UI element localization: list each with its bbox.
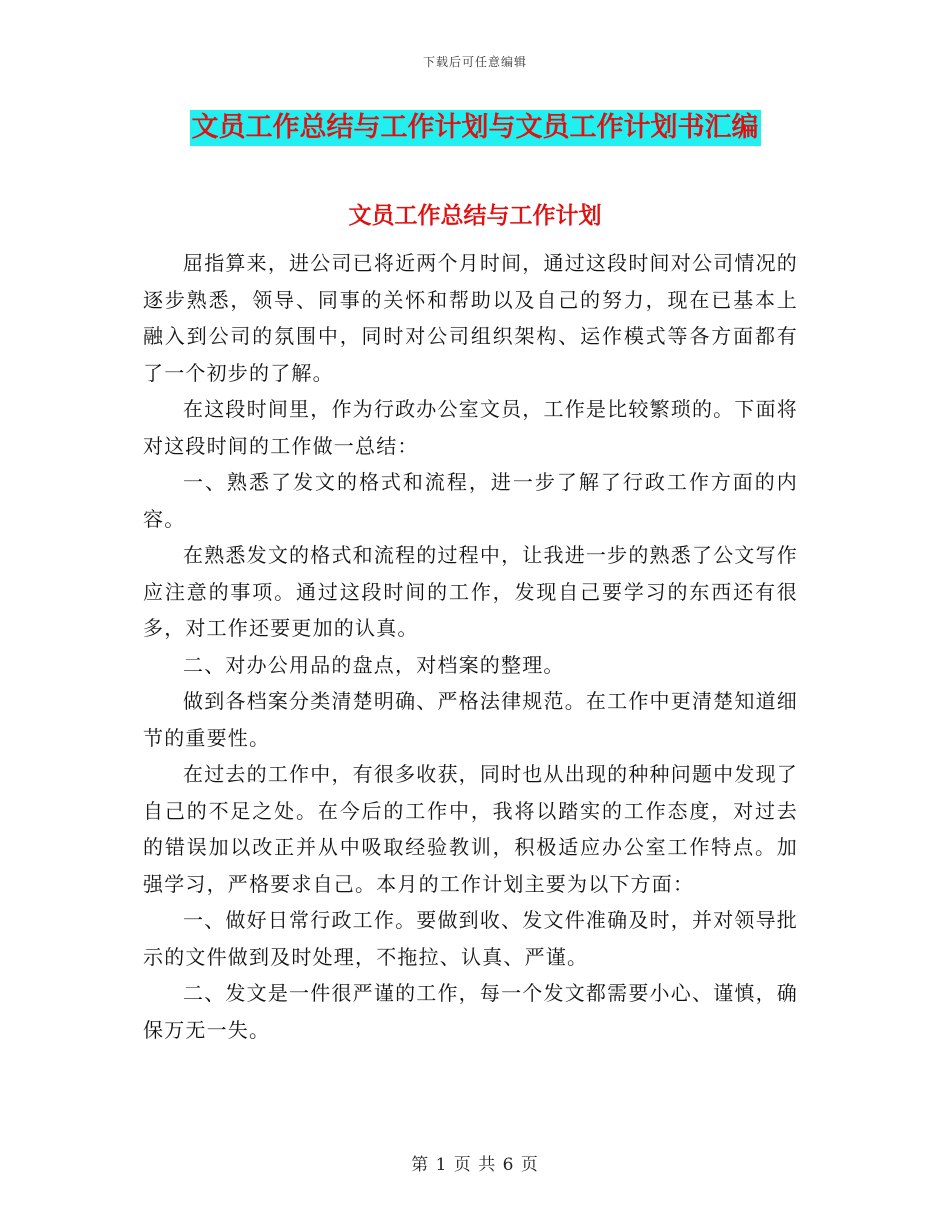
- paragraph: 二、对办公用品的盘点，对档案的整理。: [183, 652, 565, 677]
- section-title: 文员工作总结与工作计划: [348, 202, 602, 229]
- paragraph: 在过去的工作中，有很多收获，同时也从出现的种种问题中发现了自己的不足之处。在今后的工作中，我将以踏实的工作态度，对过去的错误加以改正并从中吸取经验教训，积极适应办公室工作特点。加强学习，严格要求自己。本月的工作计划主要为以下方面：: [143, 762, 798, 896]
- page-footer: 第 1 页 共 6 页: [411, 1155, 539, 1175]
- document-body: [143, 245, 798, 1048]
- paragraph: 一、做好日常行政工作。要做到收、发文件准确及时，并对领导批示的文件做到及时处理，不拖拉、认真、严谨。: [143, 908, 798, 969]
- paragraph: 做到各档案分类清楚明确、严格法律规范。在工作中更清楚知道细节的重要性。: [143, 689, 798, 750]
- paragraph: 二、发文是一件很严谨的工作，每一个发文都需要小心、谨慎，确保万无一失。: [143, 981, 798, 1042]
- doc-title-wrap: [0, 110, 950, 146]
- paragraph: 一、熟悉了发文的格式和流程，进一步了解了行政工作方面的内容。: [143, 470, 798, 531]
- paragraph: 在这段时间里，作为行政办公室文员，工作是比较繁琐的。下面将对这段时间的工作做一总结：: [143, 397, 798, 458]
- header-note: 下载后可任意编辑: [422, 55, 527, 69]
- paragraph: 在熟悉发文的格式和流程的过程中，让我进一步的熟悉了公文写作应注意的事项。通过这段时间的工作，发现自己要学习的东西还有很多，对工作还要更加的认真。: [143, 543, 798, 640]
- doc-title: 文员工作总结与工作计划与文员工作计划书汇编: [190, 110, 761, 146]
- paragraph: 屈指算来，进公司已将近两个月时间，通过这段时间对公司情况的逐步熟悉，领导、同事的关怀和帮助以及自己的努力，现在已基本上融入到公司的氛围中，同时对公司组织架构、运作模式等各方面都有了一个初步的了解。: [143, 251, 798, 385]
